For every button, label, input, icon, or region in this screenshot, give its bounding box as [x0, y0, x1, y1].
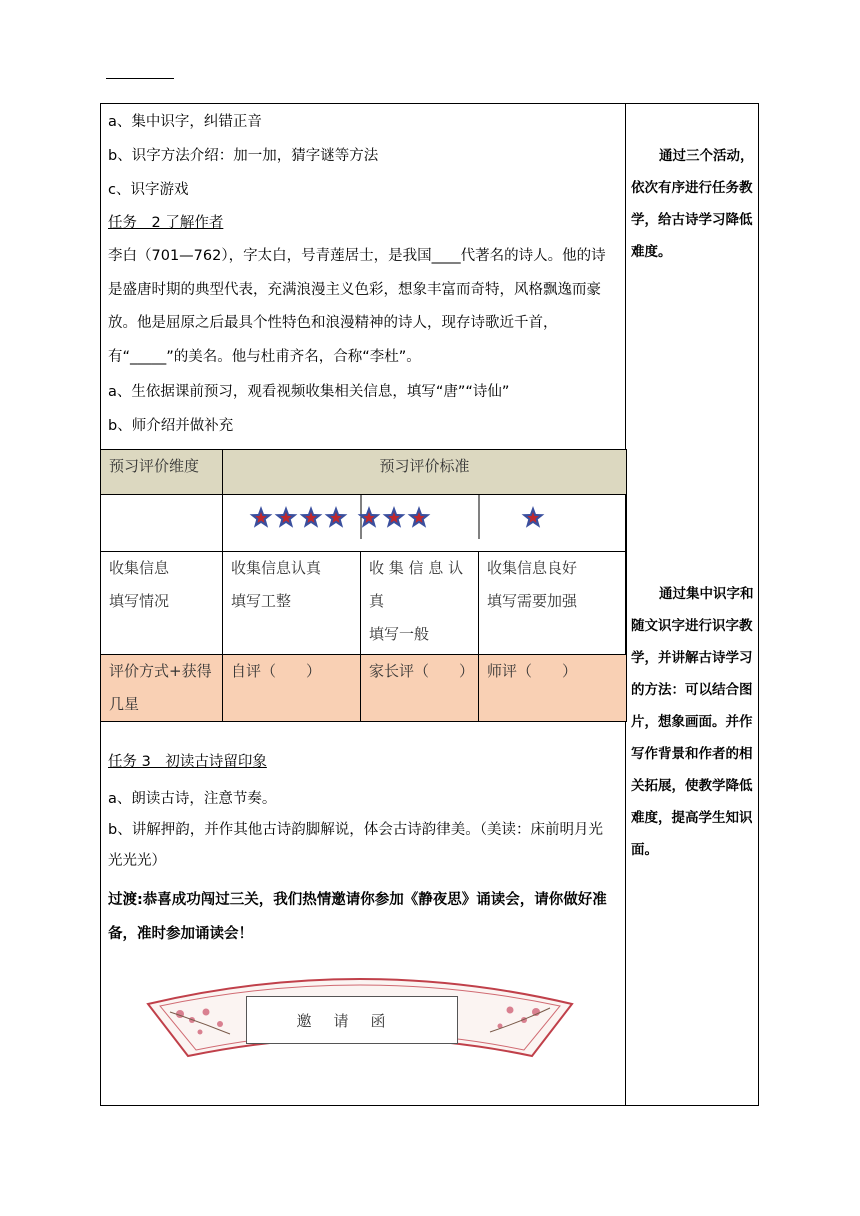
line-b1: b、识字方法介绍：加一加，猜字谜等方法: [108, 148, 379, 164]
invitation-box: 邀请函: [246, 996, 458, 1044]
task2-heading: 任务 2 了解作者: [108, 215, 224, 231]
stars-cell: [223, 495, 627, 552]
teacher-eval: 师评（ ）: [479, 655, 627, 722]
info-col1-line2: 填写工整: [231, 592, 292, 610]
parent-eval: 家长评（ ）: [361, 655, 479, 722]
line-b2: b、师介绍并做补充: [108, 418, 234, 434]
header-rule: [106, 78, 174, 79]
info-col3: [479, 552, 627, 655]
header-dimension: 预习评价维度: [101, 450, 223, 495]
author-paragraph: 李白（701—762），字太白，号青莲居士，是我国____代著名的诗人。他的诗是盛唐时期的典型代表，充满浪漫主义色彩，想象丰富而奇特，风格飘逸而豪放。他是屈原之后最具个性特色和浪漫精神的诗人，现存诗歌近千首，有“_____”的美名。他与杜甫齐名，合称“李杜”。: [108, 248, 606, 365]
info-col1: [223, 552, 361, 655]
info-col3-line2: 填写需要加强: [487, 592, 578, 610]
side-note-1-text: 通过三个活动，依次有序进行任务教学，给古诗学习降低难度。: [631, 148, 754, 260]
side-note-2: [631, 578, 755, 866]
side-note-1: [631, 140, 755, 268]
line-a3: a、朗读古诗，注意节奏。: [108, 791, 277, 807]
side-note-2-text: 通过集中识字和随文识字进行识字教学，并讲解古诗学习的方法：可以结合图片，想象画面。并作写作背景和作者的相关拓展，使教学降低难度，提高学生知识面。: [631, 586, 754, 858]
evaluation-table: [100, 449, 627, 722]
info-label: [101, 552, 223, 655]
eval-method-label: 评价方式+获得几星: [101, 655, 223, 722]
self-eval: 自评（ ）: [223, 655, 361, 722]
info-col1-line1: 收集信息认真: [231, 559, 322, 577]
star-ratings: [223, 495, 626, 539]
transition-text: 过渡:恭喜成功闯过三关，我们热情邀请你参加《静夜思》诵读会，请你做好准备，准时参加诵读会！: [108, 892, 607, 942]
stars-empty-cell: [101, 495, 223, 552]
info-col3-line1: 收集信息良好: [487, 559, 578, 577]
line-c1: c、识字游戏: [108, 182, 189, 198]
info-label-line2: 填写情况: [109, 592, 170, 610]
task3-heading: 任务 3 初读古诗留印象: [108, 754, 267, 770]
info-col2: [361, 552, 479, 655]
info-col2-line2: 真: [369, 592, 385, 610]
line-a2: a、生依据课前预习，观看视频收集相关信息，填写“唐”“诗仙”: [108, 384, 510, 400]
info-label-line1: 收集信息: [109, 559, 170, 577]
line-a1: a、集中识字，纠错正音: [108, 114, 262, 130]
info-col2-line3: 填写一般: [369, 625, 430, 643]
line-b3: b、讲解押韵，并作其他古诗韵脚解说，体会古诗韵律美。（美读：床前明月光 光光光）: [108, 822, 618, 869]
header-standard: 预习评价标准: [223, 450, 627, 495]
info-col2-line1: 收 集 信 息 认: [369, 559, 464, 577]
